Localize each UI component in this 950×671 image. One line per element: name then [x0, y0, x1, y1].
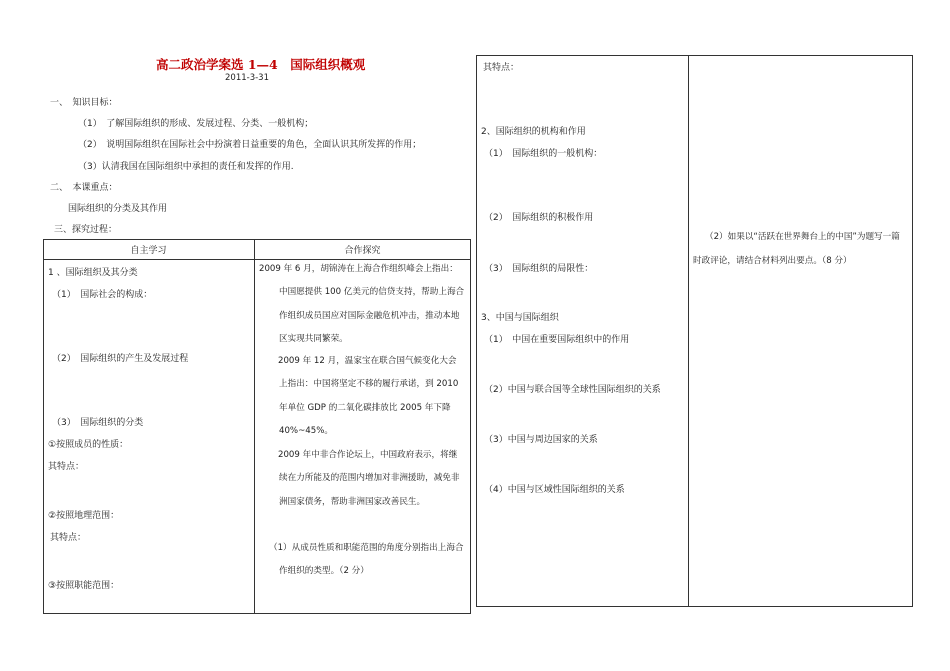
item-classification: （3） 国际组织的分类 [52, 418, 144, 428]
question-1-text: （1）从成员性质和职能范围的角度分别指出上海合作组织的类型。（2 分） [269, 543, 464, 577]
question-2 [693, 225, 907, 273]
material-text-2: 2009 年 12 月，温家宝在联合国气候变化大会上指出：中国将坚定不移的履行承诺，到 2010 年单位 GDP 的二氧化碳排放比 2005 年下降 40%~45%。 [278, 356, 459, 436]
right-china-neighbors: （3）中国与周边国家的关系 [484, 435, 598, 445]
page-title: 高二政治学案选 1—4 国际组织概观 [156, 57, 366, 72]
right-limitations: （3） 国际组织的局限性： [484, 264, 594, 274]
right-table [476, 55, 913, 607]
question-2-text: （2）如果以“活跃在世界舞台上的中国”为题写一篇时政评论，请结合材料列出要点。（8 分） [693, 232, 900, 266]
material-text-3: 2009 年中非合作论坛上，中国政府表示，将继续在力所能及的范围内增加对非洲援助，减免非洲国家债务，帮助非洲国家改善民生。 [278, 450, 460, 507]
item-by-member-nature: ①按照成员的性质： [48, 440, 129, 450]
right-table-divider [688, 55, 689, 607]
col-header-self-study: 自主学习 [130, 246, 167, 256]
question-1 [269, 537, 467, 584]
key-point-text: 国际组织的分类及其作用 [68, 204, 168, 214]
section-key-points: 二、 本课重点： [50, 183, 118, 193]
section-exploration: 三、探究过程： [54, 225, 118, 235]
item-features-2: 其特点： [50, 533, 87, 543]
material-paragraph-1 [259, 258, 465, 351]
table-column-divider [254, 239, 255, 614]
right-structure-role: 2、国际组织的机构和作用 [481, 127, 586, 137]
item-intl-society: （1） 国际社会的构成： [52, 290, 153, 300]
right-features: 其特点： [483, 63, 520, 73]
goal-1: （1） 了解国际组织的形成、发展过程、分类、一般机构； [78, 119, 314, 129]
item-features-1: 其特点： [48, 462, 85, 472]
material-text-1: 2009 年 6 月，胡锦涛在上海合作组织峰会上指出：中国愿提供 100 亿美元的信贷支持，帮助上海合作组织成员国应对国际金融危机冲击，推动本地区实现共同繁荣。 [259, 264, 465, 344]
right-positive-role: （2） 国际组织的积极作用 [484, 213, 594, 223]
goal-3: （3）认清我国在国际组织中承担的责任和发挥的作用. [78, 162, 294, 172]
section-knowledge-goals: 一、 知识目标： [50, 98, 118, 108]
item-by-function: ③按照职能范围： [48, 581, 120, 591]
item-origin-development: （2） 国际组织的产生及发展过程 [52, 354, 189, 364]
item-org-classification: 1 、国际组织及其分类 [48, 268, 138, 278]
item-by-geography: ②按照地理范围： [48, 511, 120, 521]
material-paragraph-2 [259, 350, 465, 443]
right-china-un: （2）中国与联合国等全球性国际组织的关系 [484, 385, 661, 395]
col-header-cooperative: 合作探究 [344, 246, 381, 256]
right-china-role: （1） 中国在重要国际组织中的作用 [484, 335, 630, 345]
date-label: 2011-3-31 [225, 73, 269, 83]
right-china-orgs: 3、中国与国际组织 [481, 313, 559, 323]
right-general-structure: （1） 国际组织的一般机构： [484, 149, 603, 159]
goal-2: （2） 说明国际组织在国际社会中扮演着日益重要的角色，全面认识其所发挥的作用； [78, 140, 422, 150]
material-paragraph-3 [259, 444, 465, 514]
right-china-regional: （4）中国与区域性国际组织的关系 [484, 485, 625, 495]
